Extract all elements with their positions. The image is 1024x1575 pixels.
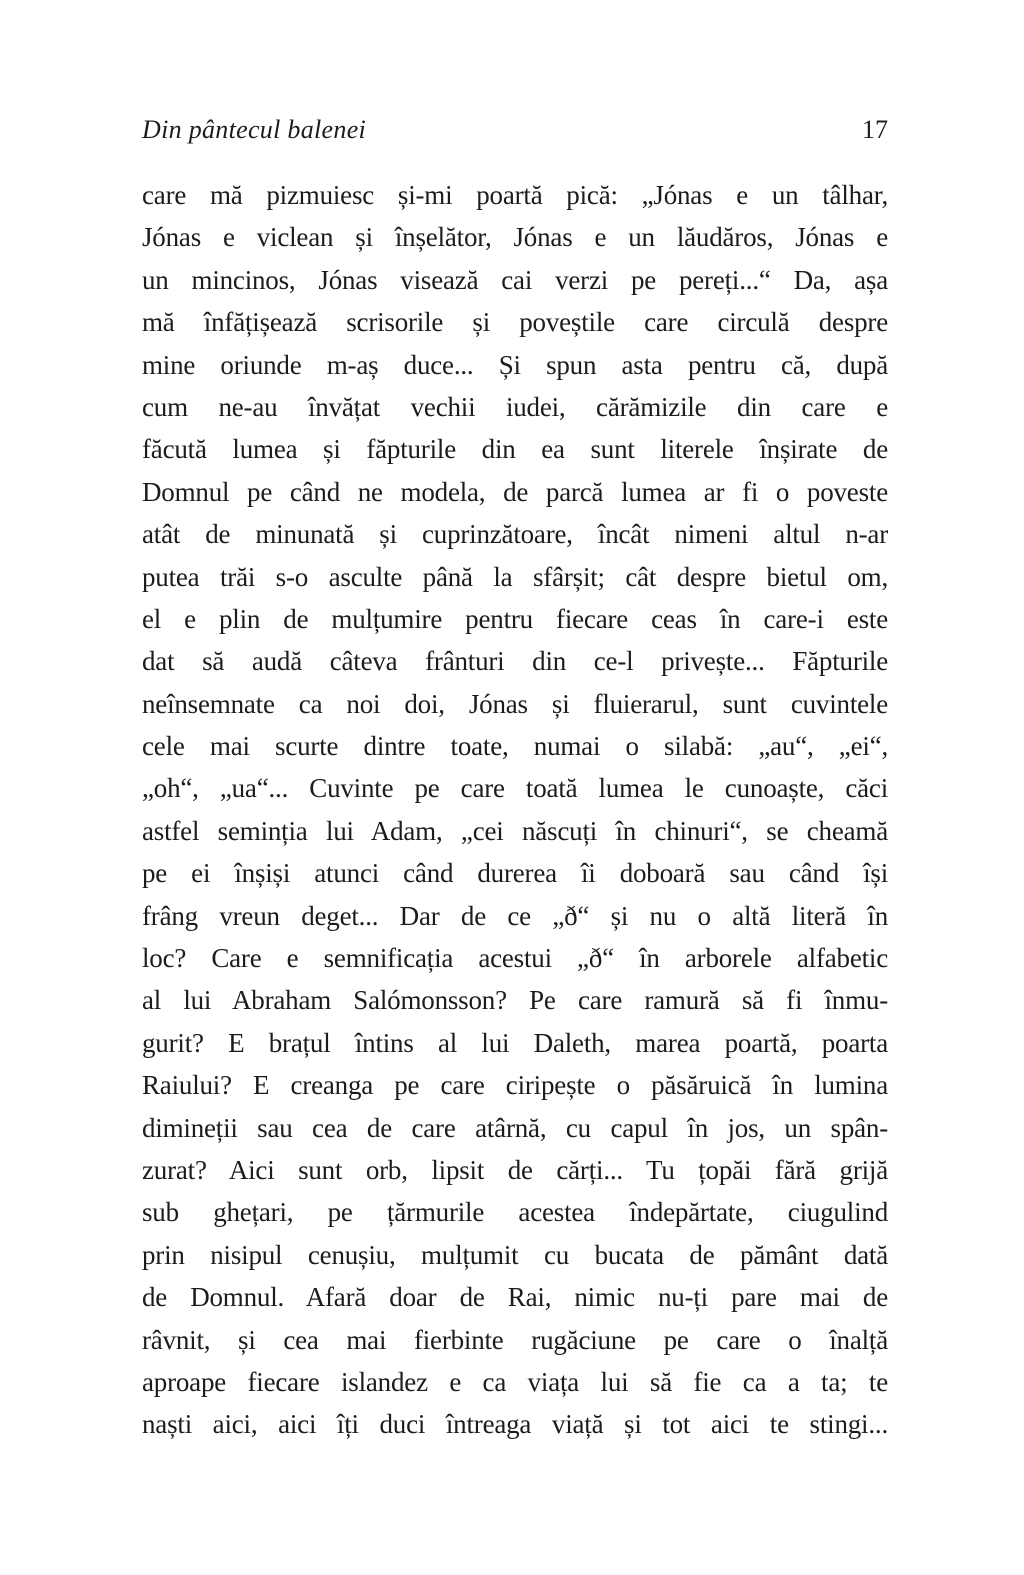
text-line: mă înfățișează scrisorile și poveștile care circulă despre	[142, 307, 888, 338]
text-line: aproape fiecare islandez e ca viața lui să fie ca a ta; te	[142, 1366, 888, 1397]
text-line: naști aici, aici îți duci întreaga viață și tot aici te stingi...	[142, 1409, 888, 1440]
text-line: atât de minunată și cuprinzătoare, încât nimeni altul n-ar	[142, 519, 888, 550]
text-line: astfel seminția lui Adam, „cei născuți în chinuri“, se cheamă	[142, 815, 888, 846]
text-line: zurat? Aici sunt orb, lipsit de cărți... Tu țopăi fără grijă	[142, 1154, 888, 1185]
text-line: sub ghețari, pe țărmurile acestea îndepărtate, ciugulind	[142, 1197, 888, 1228]
running-title: Din pântecul balenei	[142, 115, 367, 144]
text-line: râvnit, și cea mai fierbinte rugăciune pe care o înalță	[142, 1324, 888, 1355]
text-line: care mă pizmuiesc și-mi poartă pică: „Jónas e un tâlhar,	[142, 180, 888, 210]
text-line: frâng vreun deget... Dar de ce „ð“ și nu o altă literă în	[142, 900, 888, 931]
page-number: 17	[862, 115, 888, 144]
text-line: prin nisipul cenușiu, mulțumit cu bucata de pământ dată	[142, 1239, 888, 1270]
text-line: mine oriunde m-aș duce... Și spun asta pentru că, după	[142, 349, 888, 380]
text-line: făcută lumea și făpturile din ea sunt literele înșirate de	[142, 434, 888, 465]
body-text	[142, 174, 888, 1446]
text-line: de Domnul. Afară doar de Rai, nimic nu-ți pare mai de	[142, 1282, 888, 1313]
text-line: gurit? E brațul întins al lui Daleth, marea poartă, poarta	[142, 1027, 888, 1058]
text-line: loc? Care e semnificația acestui „ð“ în arborele alfabetic	[142, 943, 888, 974]
text-line: dat să audă câteva frânturi din ce-l privește... Făpturile	[142, 646, 888, 677]
text-line: pe ei înșiși atunci când durerea îi doboară sau când își	[142, 858, 888, 889]
text-line: putea trăi s-o asculte până la sfârșit; cât despre bietul om,	[142, 561, 888, 592]
text-line: neînsemnate ca noi doi, Jónas și fluierarul, sunt cuvintele	[142, 688, 888, 719]
text-line: Domnul pe când ne modela, de parcă lumea ar fi o poveste	[142, 476, 888, 507]
text-line: dimineții sau cea de care atârnă, cu capul în jos, un spân-	[142, 1112, 888, 1143]
text-line: al lui Abraham Salómonsson? Pe care ramură să fi înmu-	[142, 985, 888, 1016]
text-line: cum ne-au învățat vechii iudei, cărămizile din care e	[142, 391, 888, 422]
text-line: cele mai scurte dintre toate, numai o silabă: „au“, „ei“,	[142, 731, 888, 762]
text-line: un mincinos, Jónas visează cai verzi pe pereți...“ Da, așa	[142, 264, 888, 295]
text-line: el e plin de mulțumire pentru fiecare ceas în care-i este	[142, 603, 888, 634]
text-line: Jónas e viclean și înșelător, Jónas e un lăudăros, Jónas e	[142, 222, 888, 253]
page-header	[142, 114, 888, 146]
text-line: „oh“, „ua“... Cuvinte pe care toată lumea le cunoaște, căci	[142, 773, 888, 804]
text-line: Raiului? E creanga pe care ciripește o păsăruică în lumina	[142, 1070, 888, 1101]
